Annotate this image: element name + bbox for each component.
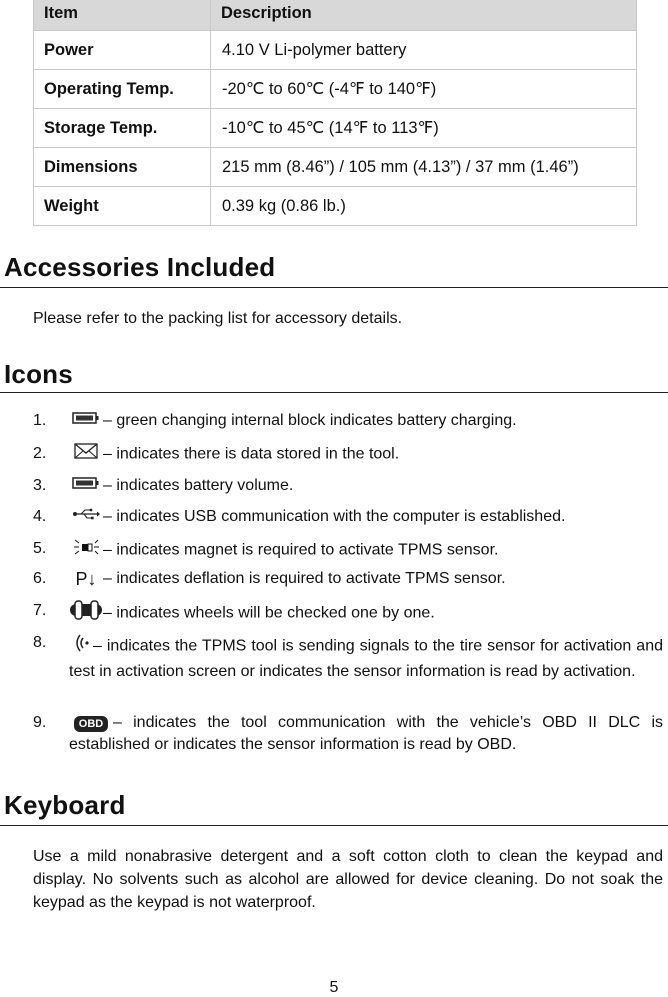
obd-icon — [69, 712, 113, 734]
table-row — [34, 187, 637, 226]
usb-icon — [69, 506, 103, 528]
accessories-text: Please refer to the packing list for accessory details. — [33, 310, 403, 327]
header-item: Item — [34, 0, 211, 31]
specifications-table — [33, 0, 637, 226]
list-number: 4. — [33, 508, 47, 525]
section-divider — [0, 392, 668, 393]
page-number: 5 — [329, 979, 339, 996]
table-header-row — [34, 0, 637, 31]
list-number: 1. — [33, 412, 47, 429]
section-divider — [0, 825, 668, 826]
icon-description: – indicates deflation is required to activate TPMS sensor. — [103, 570, 506, 588]
envelope-icon — [69, 443, 103, 466]
row-item: Weight — [34, 187, 211, 226]
table-row — [34, 148, 637, 187]
magnet-icon — [69, 538, 103, 563]
row-item: Dimensions — [34, 148, 211, 187]
icon-description: – indicates magnet is required to activate TPMS sensor. — [103, 541, 499, 559]
list-number: 2. — [33, 445, 47, 462]
list-number: 3. — [33, 477, 47, 494]
table-row — [34, 109, 637, 148]
row-item: Operating Temp. — [34, 70, 211, 109]
keyboard-text: Use a mild nonabrasive detergent and a soft cotton cloth to clean the keypad and display. No solvents such as alcohol are allowed for device cleaning. Do not soak the keypad as the keypad is not waterproof. — [33, 848, 663, 911]
table-row — [34, 31, 637, 70]
keyboard-heading: Keyboard — [4, 790, 126, 820]
icon-description: – indicates the TPMS tool is sending signals to the tire sensor for activation and test in activation screen or indicates the sensor information is read by activation. — [69, 637, 663, 680]
list-number: 5. — [33, 540, 47, 557]
icon-description: – green changing internal block indicates battery charging. — [103, 412, 517, 430]
section-divider — [0, 287, 668, 288]
battery-charging-icon — [69, 410, 103, 432]
row-description: 4.10 V Li-polymer battery — [211, 31, 637, 70]
list-number: 9. — [33, 714, 47, 731]
list-number: 6. — [33, 570, 47, 587]
row-description: -20℃ to 60℃ (-4℉ to 140℉) — [211, 70, 637, 109]
row-description: 0.39 kg (0.86 lb.) — [211, 187, 637, 226]
table-row — [34, 70, 637, 109]
list-number: 8. — [33, 634, 47, 651]
row-description: 215 mm (8.46”) / 105 mm (4.13”) / 37 mm (1.46”) — [211, 148, 637, 187]
wheel-check-icon — [69, 600, 103, 627]
accessories-heading: Accessories Included — [4, 252, 276, 282]
icon-description: – indicates battery volume. — [103, 477, 294, 495]
row-item: Storage Temp. — [34, 109, 211, 148]
row-description: -10℃ to 45℃ (14℉ to 113℉) — [211, 109, 637, 148]
row-item: Power — [34, 31, 211, 70]
icon-description: – indicates there is data stored in the tool. — [103, 445, 400, 463]
battery-icon — [69, 475, 103, 497]
icons-heading: Icons — [4, 359, 73, 389]
header-description: Description — [211, 0, 637, 31]
signal-icon — [69, 632, 93, 661]
deflation-icon: P↓ — [75, 569, 97, 589]
icon-description: – indicates wheels will be checked one by one. — [103, 604, 435, 622]
list-number: 7. — [33, 602, 47, 619]
obd-icon-label: OBD — [74, 716, 108, 732]
icon-description: – indicates USB communication with the computer is established. — [103, 508, 566, 526]
icon-description: – indicates the tool communication with the vehicle’s OBD II DLC is established or indicates the sensor information is read by OBD. — [69, 714, 663, 754]
